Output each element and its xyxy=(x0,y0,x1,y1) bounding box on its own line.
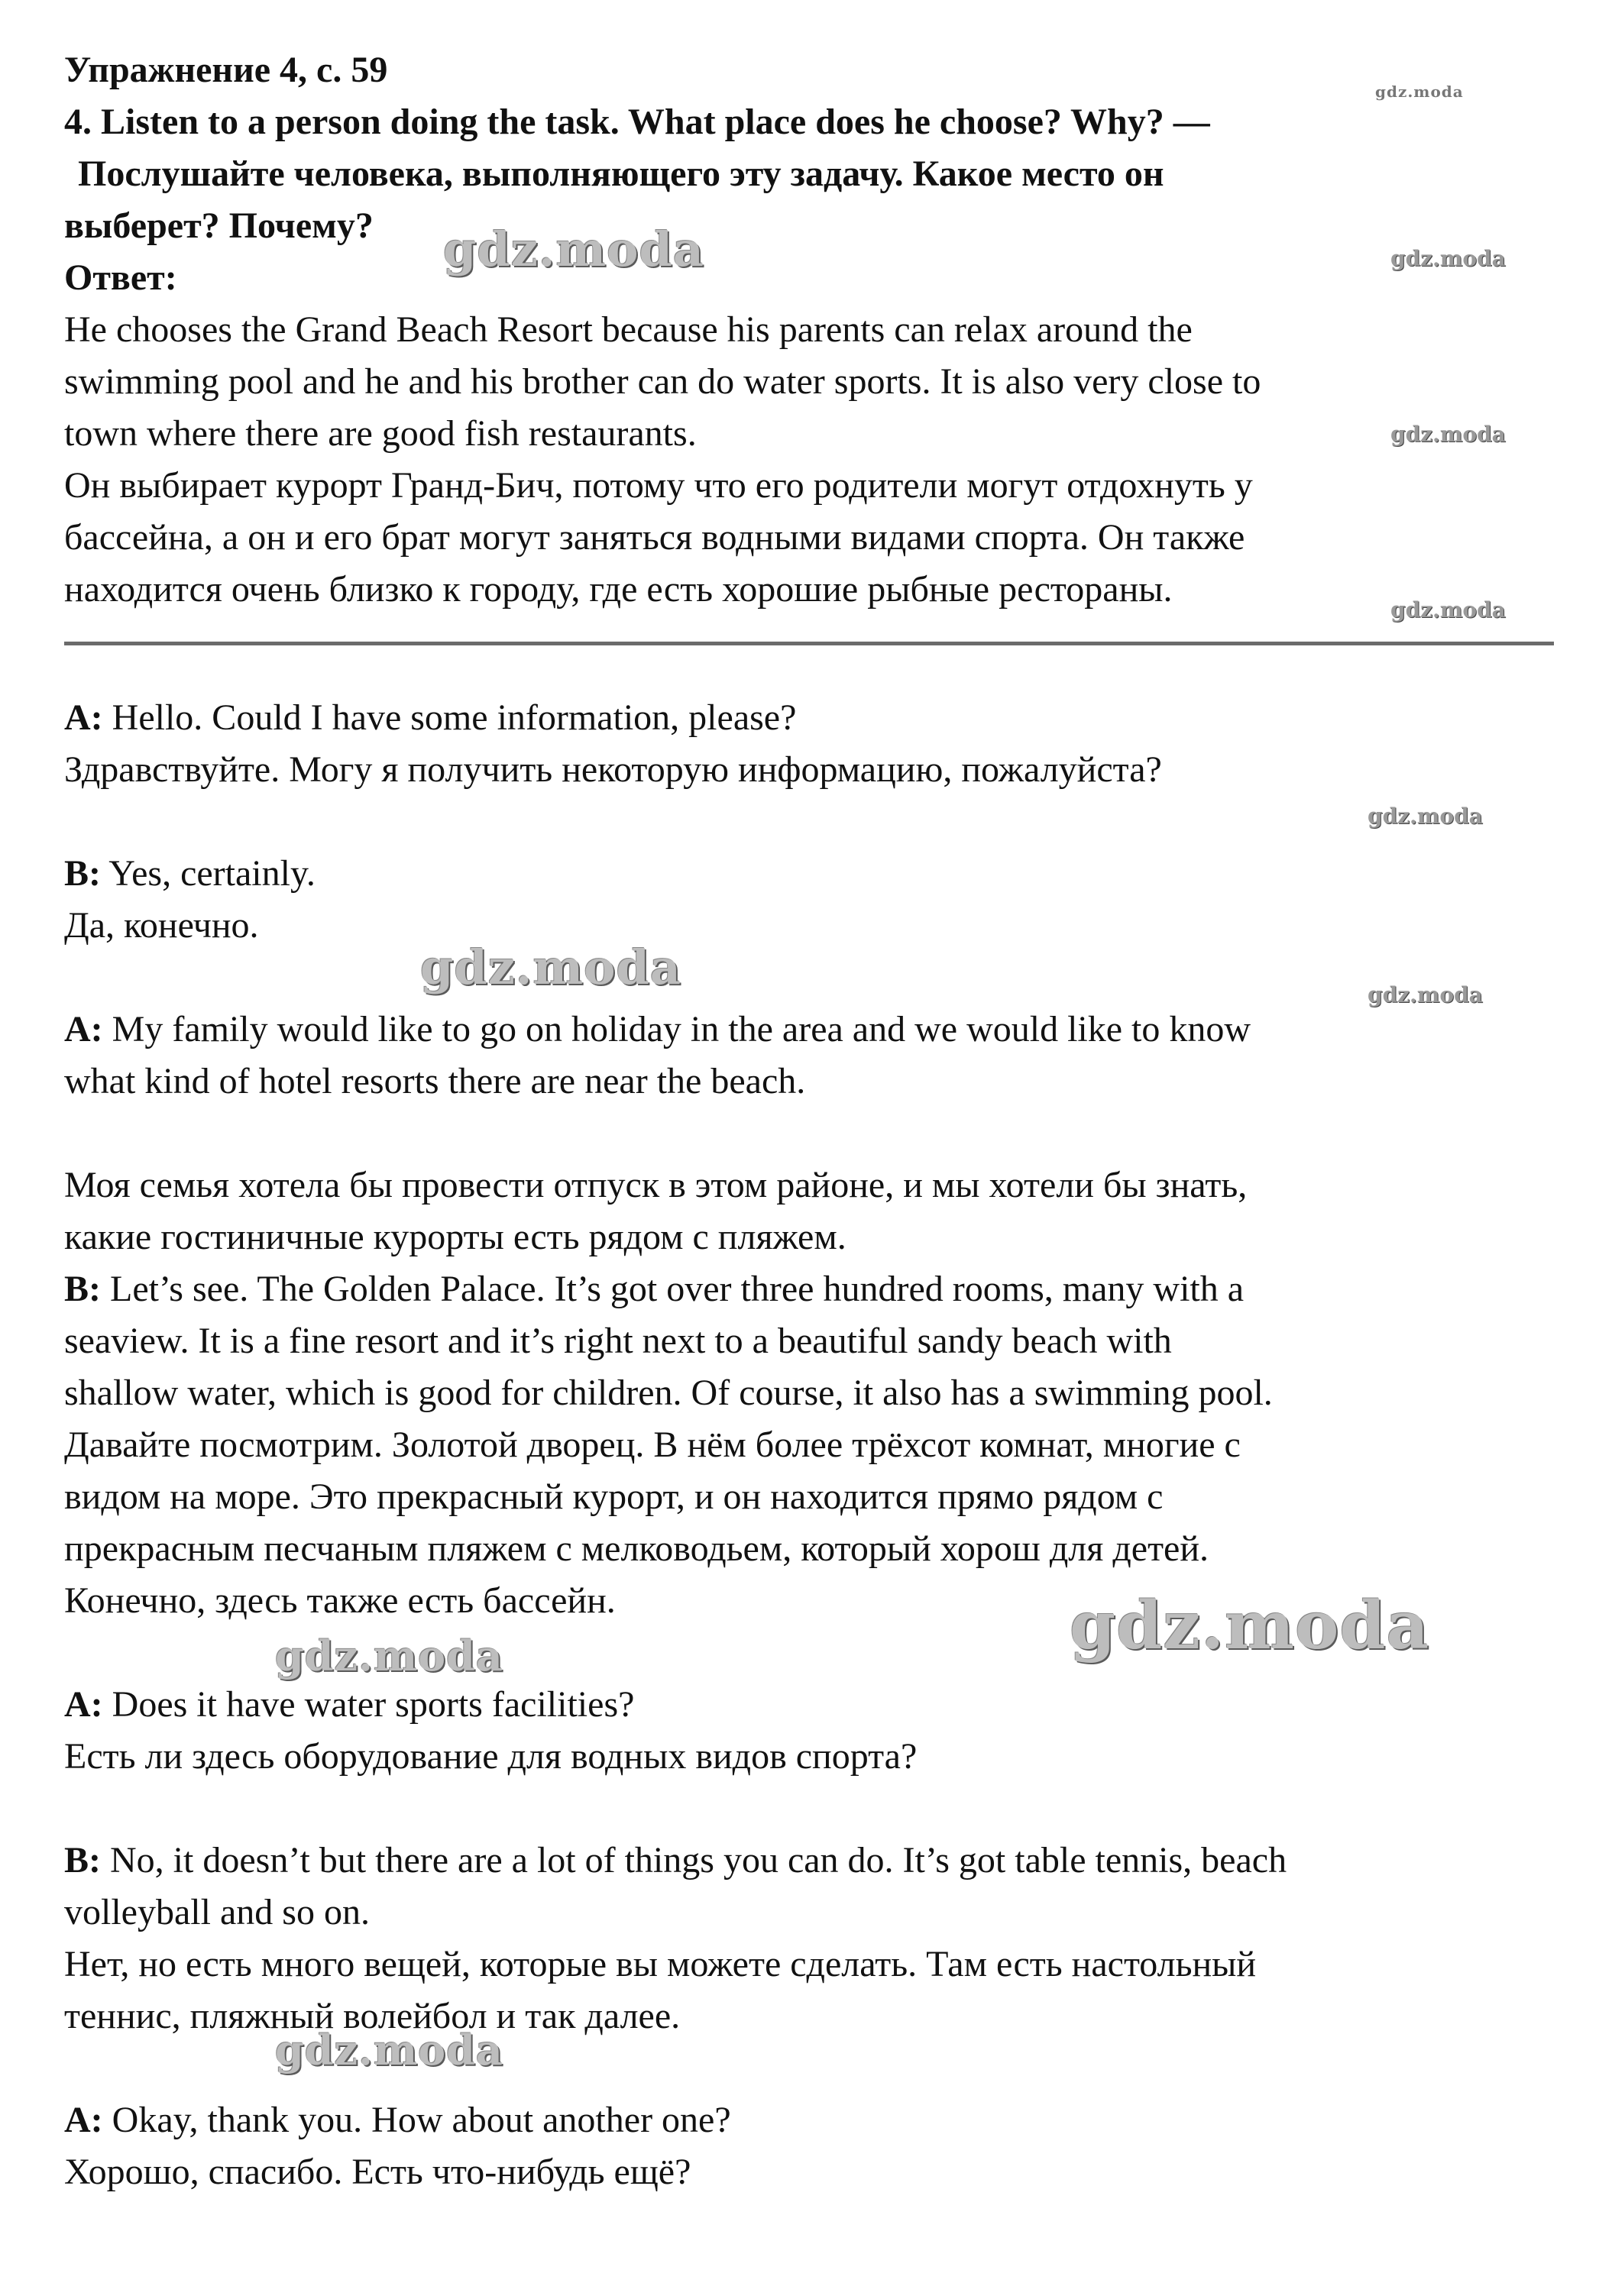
dialogue-b1-ru: Да, конечно. xyxy=(64,905,259,946)
speaker-a-label: A: xyxy=(64,1009,103,1049)
watermark: gdz.moda xyxy=(1390,246,1506,271)
dialogue-b3-en xyxy=(64,1835,1554,1887)
dialogue-a3-ru: Есть ли здесь оборудование для водных видов спорта? xyxy=(64,1736,918,1777)
dialogue-a4-ru: Хорошо, спасибо. Есть что-нибудь ещё? xyxy=(64,2152,691,2192)
watermark: gdz.moda xyxy=(1390,597,1506,623)
speaker-b-label: B: xyxy=(64,1840,101,1880)
task-english: 4. Listen to a person doing the task. What place does he choose? Why? — xyxy=(64,102,1210,142)
dialogue-a2-en xyxy=(64,1004,1554,1056)
answer-ru-line: находится очень близко к городу, где есть хорошие рыбные рестораны. xyxy=(64,569,1173,610)
dialogue-b2-en xyxy=(64,1263,1554,1315)
dialogue-b2-ru-2: видом на море. Это прекрасный курорт, и он находится прямо рядом с xyxy=(64,1476,1164,1517)
answer-en-line: town where there are good fish restaurants. xyxy=(64,413,697,454)
dialogue-b2-ru-1: Давайте посмотрим. Золотой дворец. В нём более трёхсот комнат, многие с xyxy=(64,1424,1241,1465)
dialogue-a3-en xyxy=(64,1679,1554,1731)
dialogue-a2-ru-2: какие гостиничные курорты есть рядом с пляжем. xyxy=(64,1217,846,1257)
dialogue-text: Let’s see. The Golden Palace. It’s got over three hundred rooms, many with a xyxy=(101,1269,1245,1309)
dialogue-text: No, it doesn’t but there are a lot of things you can do. It’s got table tennis, beach xyxy=(101,1840,1287,1880)
task-russian-line-2: выберет? Почему? xyxy=(64,205,374,246)
dialogue-text: Hello. Could I have some information, please? xyxy=(102,697,797,738)
dialogue-text: My family would like to go on holiday in the area and we would like to know xyxy=(102,1009,1251,1049)
watermark: gdz.moda xyxy=(1368,982,1483,1007)
section-divider xyxy=(64,642,1554,645)
watermark: gdz.moda xyxy=(275,1631,503,1680)
dialogue-b3-en-2: volleyball and so on. xyxy=(64,1892,370,1932)
exercise-title: Упражнение 4, с. 59 xyxy=(64,50,388,90)
watermark: gdz.moda xyxy=(420,939,681,995)
dialogue-text: Does it have water sports facilities? xyxy=(102,1684,635,1725)
dialogue-a2-en-2: what kind of hotel resorts there are near the beach. xyxy=(64,1061,806,1101)
dialogue-a4-en xyxy=(64,2094,1554,2146)
dialogue-a1-en xyxy=(64,692,1554,744)
dialogue-b3-ru-1: Нет, но есть много вещей, которые вы можете сделать. Там есть настольный xyxy=(64,1944,1257,1984)
dialogue-a2-ru-1: Моя семья хотела бы провести отпуск в этом районе, и мы хотели бы знать, xyxy=(64,1165,1248,1205)
dialogue-a1-ru: Здравствуйте. Могу я получить некоторую информацию, пожалуйста? xyxy=(64,749,1162,790)
watermark: gdz.moda xyxy=(1390,422,1506,447)
answer-ru-line: бассейна, а он и его брат могут заняться водными видами спорта. Он также xyxy=(64,517,1245,558)
speaker-a-label: A: xyxy=(64,697,103,738)
answer-en-line: He chooses the Grand Beach Resort because his parents can relax around the xyxy=(64,309,1193,350)
dialogue-b2-ru-4: Конечно, здесь также есть бассейн. xyxy=(64,1580,616,1621)
dialogue-text: Okay, thank you. How about another one? xyxy=(102,2100,731,2140)
dialogue-b1-en xyxy=(64,848,1554,900)
watermark: gdz.moda xyxy=(443,222,704,277)
dialogue-b2-en-3: shallow water, which is good for children. Of course, it also has a swimming pool. xyxy=(64,1373,1273,1413)
watermark: gdz.moda xyxy=(275,2026,503,2074)
answer-ru-line: Он выбирает курорт Гранд-Бич, потому что его родители могут отдохнуть у xyxy=(64,465,1253,506)
speaker-a-label: A: xyxy=(64,1684,103,1725)
dialogue-b2-en-2: seaview. It is a fine resort and it’s right next to a beautiful sandy beach with xyxy=(64,1321,1172,1361)
watermark: gdz.moda xyxy=(1368,804,1483,829)
speaker-a-label: A: xyxy=(64,2100,103,2140)
watermark: gdz.moda xyxy=(1070,1587,1430,1664)
answer-en-line: swimming pool and he and his brother can do water sports. It is also very close to xyxy=(64,361,1261,402)
dialogue-text: Yes, certainly. xyxy=(101,853,316,894)
answer-label: Ответ: xyxy=(64,257,177,298)
watermark: gdz.moda xyxy=(1375,82,1464,101)
dialogue-b2-ru-3: прекрасным песчаным пляжем с мелководьем, который хорош для детей. xyxy=(64,1528,1209,1569)
document-page xyxy=(64,44,1554,2198)
speaker-b-label: B: xyxy=(64,1269,101,1309)
speaker-b-label: B: xyxy=(64,853,101,894)
dialogue-b3-ru-2: теннис, пляжный волейбол и так далее. xyxy=(64,1996,681,2036)
task-russian-line-1: Послушайте человека, выполняющего эту задачу. Какое место он xyxy=(78,154,1164,194)
